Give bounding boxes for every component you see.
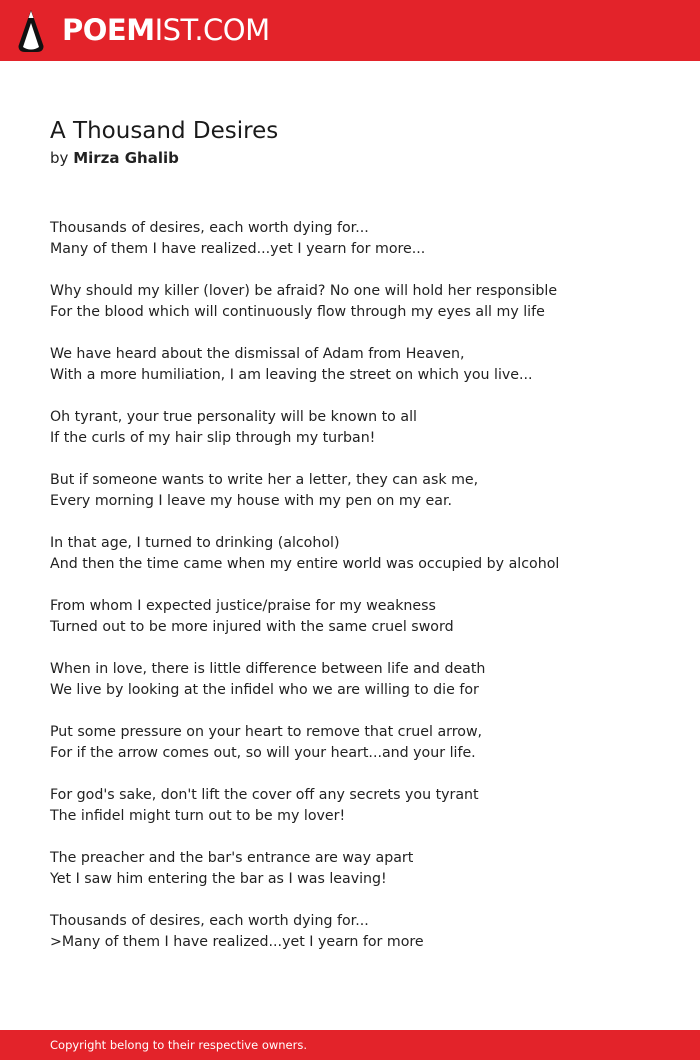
poem-line: For the blood which will continuously flow through my eyes all my life (50, 304, 545, 320)
poem-line: From whom I expected justice/praise for my weakness (50, 598, 436, 614)
poem-stanza (50, 596, 670, 659)
byline (50, 148, 179, 169)
poem-line: When in love, there is little difference between life and death (50, 661, 486, 677)
poem-stanza (50, 785, 670, 848)
site-logo[interactable] (62, 12, 270, 48)
poem-line: If the curls of my hair slip through my turban! (50, 430, 376, 446)
poem-stanza (50, 218, 670, 281)
poem-line: >Many of them I have realized...yet I yearn for more (50, 934, 424, 950)
poem-line: Turned out to be more injured with the same cruel sword (50, 619, 454, 635)
poem-line: In that age, I turned to drinking (alcohol) (50, 535, 340, 551)
poem-line: We live by looking at the infidel who we are willing to die for (50, 682, 479, 698)
brand-light: IST.COM (154, 13, 270, 47)
site-header (0, 0, 700, 61)
poem-stanza (50, 407, 670, 470)
poem-line: For god's sake, don't lift the cover off any secrets you tyrant (50, 787, 479, 803)
poem-line: Oh tyrant, your true personality will be known to all (50, 409, 417, 425)
poem-line: The infidel might turn out to be my lover! (50, 808, 346, 824)
poem-stanza (50, 911, 670, 974)
poem-stanza (50, 659, 670, 722)
author-name: Mirza Ghalib (73, 149, 179, 167)
poem-line: Put some pressure on your heart to remove that cruel arrow, (50, 724, 483, 740)
poem-line: Yet I saw him entering the bar as I was leaving! (50, 871, 387, 887)
poem-line: And then the time came when my entire world was occupied by alcohol (50, 556, 560, 572)
poem-stanza (50, 533, 670, 596)
site-footer (0, 1030, 700, 1060)
poem-line: Many of them I have realized...yet I yearn for more... (50, 241, 426, 257)
poem-line: With a more humiliation, I am leaving the street on which you live... (50, 367, 533, 383)
poem-title: A Thousand Desires (50, 118, 279, 144)
poem-line: The preacher and the bar's entrance are way apart (50, 850, 414, 866)
poem-line: For if the arrow comes out, so will your heart...and your life. (50, 745, 476, 761)
poem-stanza (50, 722, 670, 785)
by-label: by (50, 149, 69, 167)
poem-stanza (50, 281, 670, 344)
poem-stanza (50, 344, 670, 407)
poem-line: Why should my killer (lover) be afraid? No one will hold her responsible (50, 283, 558, 299)
poem-line: Thousands of desires, each worth dying for... (50, 220, 369, 236)
poem-body (50, 218, 670, 974)
poem-line: Thousands of desires, each worth dying for... (50, 913, 369, 929)
poem-stanza (50, 848, 670, 911)
poem-line: But if someone wants to write her a letter, they can ask me, (50, 472, 479, 488)
pencil-tip-icon[interactable] (17, 9, 45, 53)
copyright-text: Copyright belong to their respective owners. (50, 1038, 308, 1052)
brand-bold: POEM (62, 13, 155, 47)
poem-line: We have heard about the dismissal of Adam from Heaven, (50, 346, 465, 362)
poem-stanza (50, 470, 670, 533)
poem-line: Every morning I leave my house with my pen on my ear. (50, 493, 453, 509)
